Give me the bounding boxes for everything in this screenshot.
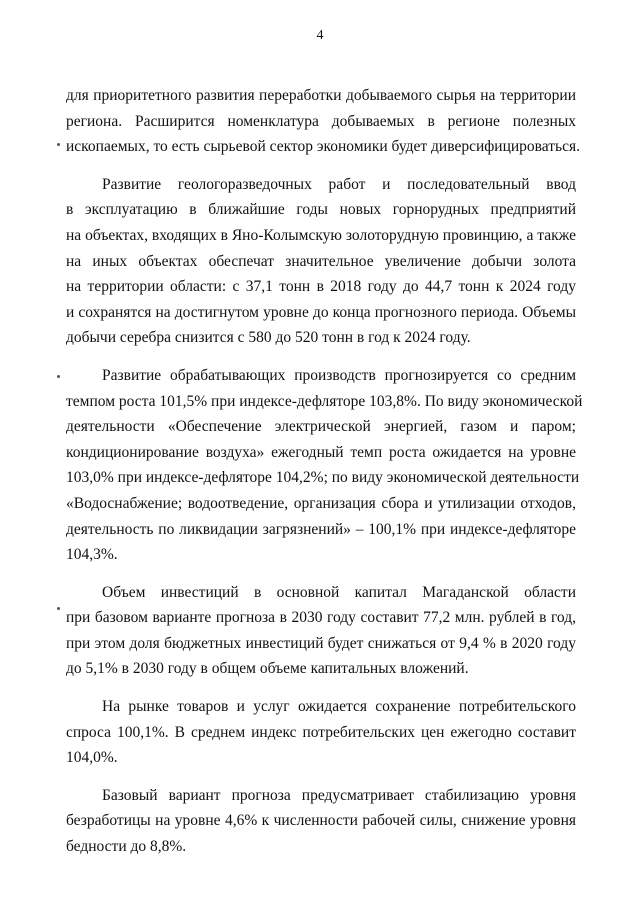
text-line: при базовом варианте прогноза в 2030 году составит 77,2 млн. рублей в год, xyxy=(66,609,576,627)
scan-speck xyxy=(57,143,60,146)
paragraph-1 xyxy=(66,83,580,160)
text-line: на иных объектах обеспечат значительное увеличение добычи золота xyxy=(66,252,576,270)
paragraph-3 xyxy=(66,363,583,568)
text-line: до 5,1% в 2030 году в общем объеме капитальных вложений. xyxy=(66,660,469,678)
scan-speck xyxy=(57,607,60,610)
text-line: 103,0% при индексе-дефляторе 104,2%; по виду экономической деятельности xyxy=(66,469,580,487)
text-line: спроса 100,1%. В среднем индекс потребительских цен ежегодно составит xyxy=(66,723,576,741)
text-line: добычи серебра снизится с 580 до 520 тонн в год к 2024 году. xyxy=(66,329,471,347)
text-line: безработицы на уровне 4,6% к численности рабочей силы, снижение уровня xyxy=(66,812,576,830)
text-line: при этом доля бюджетных инвестиций будет снижаться от 9,4 % в 2020 году xyxy=(66,634,576,652)
scan-speck xyxy=(57,375,60,378)
text-line: ископаемых, то есть сырьевой сектор экономики будет диверсифицироваться. xyxy=(66,138,580,156)
text-line: деятельности «Обеспечение электрической энергией, газом и паром; xyxy=(66,418,576,436)
text-line: кондиционирование воздуха» ежегодный темп роста ожидается на уровне xyxy=(66,443,576,461)
text-line: На рынке товаров и услуг ожидается сохранение потребительского xyxy=(102,698,576,716)
paragraph-4 xyxy=(66,580,576,682)
page-number: 4 xyxy=(316,28,324,43)
text-line: региона. Расширится номенклатура добываемых в регионе полезных xyxy=(66,112,576,130)
text-line: деятельность по ликвидации загрязнений» – 100,1% при индексе-дефляторе xyxy=(66,520,576,538)
text-line: 104,0%. xyxy=(66,749,118,767)
text-line: Объем инвестиций в основной капитал Магаданской области xyxy=(102,583,576,601)
body-text xyxy=(66,83,583,860)
text-line: на территории области: с 37,1 тонн в 2018 году до 44,7 тонн к 2024 году xyxy=(66,278,576,296)
text-line: Развитие обрабатывающих производств прогнозируется со средним xyxy=(102,366,576,384)
text-line: Базовый вариант прогноза предусматривает стабилизацию уровня xyxy=(102,786,576,804)
text-line: в эксплуатацию в ближайшие годы новых горнорудных предприятий xyxy=(66,201,576,219)
text-line: Развитие геологоразведочных работ и последовательный ввод xyxy=(102,175,576,193)
text-line: «Водоснабжение; водоотведение, организация сбора и утилизации отходов, xyxy=(66,494,576,512)
text-line: и сохранятся на достигнутом уровне до конца прогнозного периода. Объемы xyxy=(66,303,576,321)
text-line: бедности до 8,8%. xyxy=(66,838,187,856)
text-line: на объектах, входящих в Яно-Колымскую золоторудную провинцию, а также xyxy=(66,226,576,244)
paragraph-5 xyxy=(66,694,576,771)
text-line: для приоритетного развития переработки добываемого сырья на территории xyxy=(66,87,576,104)
text-line: темпом роста 101,5% при индексе-дефляторе 103,8%. По виду экономической xyxy=(66,392,583,410)
text-line: 104,3%. xyxy=(66,546,118,564)
paragraph-2 xyxy=(66,172,576,351)
paragraph-6 xyxy=(66,783,576,860)
